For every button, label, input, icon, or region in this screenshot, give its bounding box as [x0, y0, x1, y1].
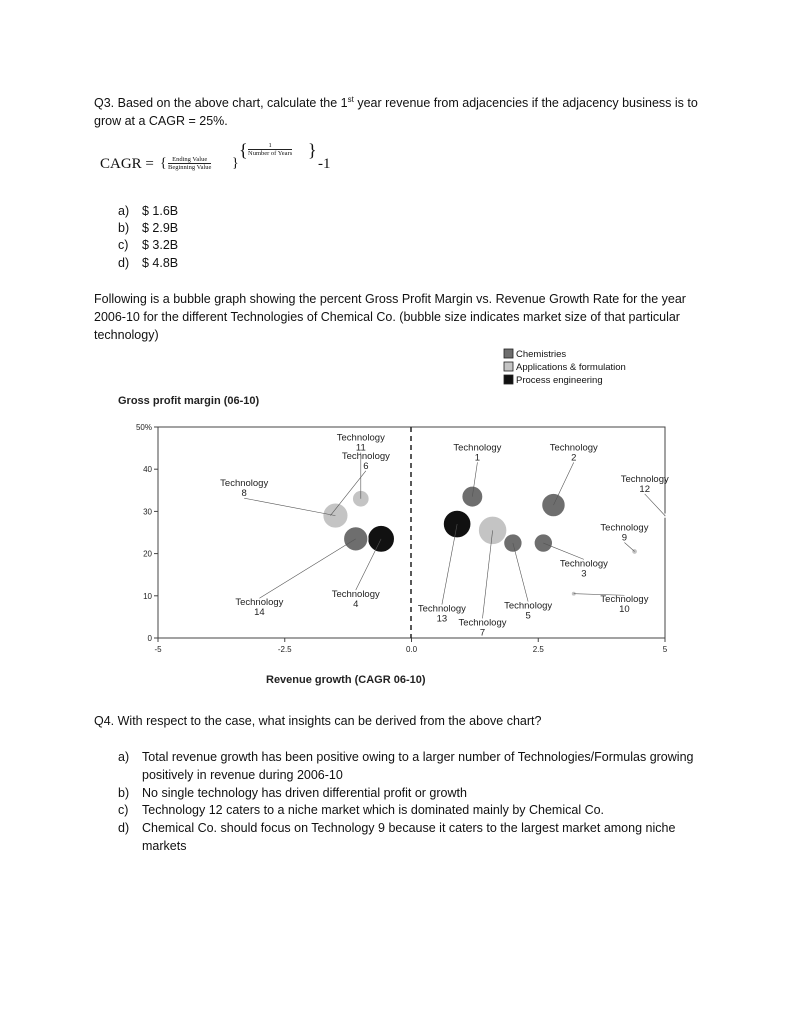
y-axis [136, 423, 158, 643]
chart-title: Gross profit margin (06-10) [118, 395, 260, 407]
legend-swatch [504, 362, 513, 371]
x-tick-label: 0.0 [405, 645, 418, 654]
label-t5: Technology 5 [504, 600, 553, 622]
bubble-t4 [368, 525, 395, 552]
y-tick-label: 20 [143, 549, 152, 559]
label-t6: Technology 6 [341, 450, 390, 472]
y-tick-label: 40 [143, 465, 152, 475]
legend-label: Applications & formulation [516, 362, 626, 373]
label-t2: Technology 2 [549, 442, 598, 464]
bubble-chart [0, 340, 800, 700]
x-tick-label: 2.5 [532, 645, 544, 654]
legend-swatch [504, 375, 513, 384]
legend-label: Chemistries [516, 349, 567, 360]
y-tick-label: 10 [143, 591, 152, 601]
q4-question: Q4. With respect to the case, what insights can be derived from the above chart? [94, 714, 542, 728]
label-t10: Technology 10 [600, 594, 649, 616]
exponent-fraction: 1 Number of Years [248, 142, 293, 157]
label-t12: Technology 12 [620, 473, 669, 495]
label-t4: Technology 4 [331, 589, 380, 611]
label-t9: Technology 9 [600, 522, 649, 544]
bubble-t5 [504, 534, 523, 553]
y-tick-label: 50% [135, 423, 152, 432]
x-axis [154, 638, 667, 654]
formula-tail: -1 [318, 156, 331, 172]
bubble-t14 [343, 527, 367, 551]
inner-fraction: Ending Value Beginning Value [168, 156, 212, 171]
y-tick-label: 0 [147, 634, 152, 643]
chart-legend [504, 349, 626, 386]
label-t1: Technology 1 [453, 442, 502, 464]
cagr-formula: CAGR = { Ending Value Beginning Value } { 1 Number of Years } -1 [100, 140, 331, 172]
formula-lhs: CAGR = [100, 156, 154, 172]
x-tick-label: 5 [662, 645, 668, 654]
y-tick-label: 30 [143, 507, 152, 517]
bubble-t3 [534, 534, 553, 553]
x-tick-label: -5 [154, 645, 162, 654]
label-t3: Technology 3 [559, 558, 608, 580]
label-t13: Technology 13 [417, 603, 466, 625]
q3-question: Q3. Based on the above chart, calculate the 1st year revenue from adjacencies if the adjacency business is to grow at a CAGR = 25%. [94, 94, 698, 128]
label-t11: Technology 11 [336, 432, 385, 454]
x-tick-label: -2.5 [277, 645, 292, 654]
legend-swatch [504, 349, 513, 358]
label-t14: Technology 14 [235, 597, 284, 619]
x-axis-label: Revenue growth (CAGR 06-10) [266, 674, 426, 686]
legend-label: Process engineering [516, 375, 603, 386]
label-t7: Technology 7 [458, 617, 507, 639]
bubble-intro: Following is a bubble graph showing the percent Gross Profit Margin vs. Revenue Growth Rate for the year 2006-10 for the different Technologies of Chemical Co. (bubble size indicates market size of that particular technology) [94, 292, 686, 342]
label-t8: Technology 8 [220, 478, 269, 500]
